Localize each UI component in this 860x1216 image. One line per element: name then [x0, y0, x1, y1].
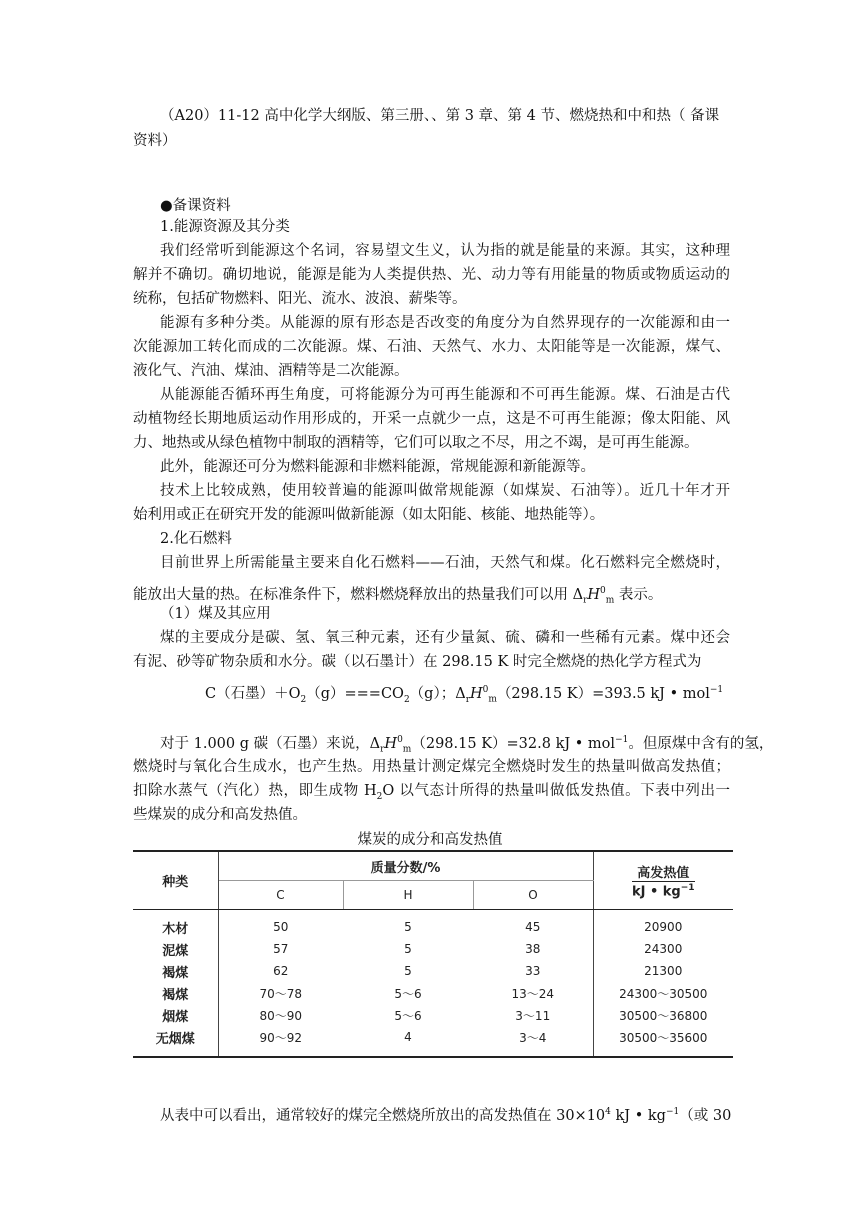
cell-heat: 30500～36800: [593, 1004, 733, 1026]
cell-heat: 21300: [593, 960, 733, 982]
cell-kind: 泥煤: [133, 938, 218, 960]
superscript: 0: [600, 586, 606, 596]
text-span: 对于 1.000 g 碳（石墨）来说，Δ: [160, 735, 381, 752]
table-row: [133, 1026, 733, 1057]
paragraph-line: 次能源加工转化而成的二次能源。煤、石油、天然气、水力、太阳能等是一次能源，煤气、: [133, 339, 730, 355]
superscript: −1: [709, 685, 724, 696]
cell-o: 38: [525, 942, 541, 956]
text-span: （298.15 K）=393.5 kJ • mol: [496, 686, 710, 702]
column-header-h: H: [343, 881, 473, 910]
superscript: 0: [397, 735, 403, 745]
cell-c: 50: [273, 920, 289, 934]
superscript: −1: [615, 735, 629, 745]
paragraph-line: 从能源能否循环再生角度，可将能源分为可再生能源和不可再生能源。煤、石油是古代: [160, 387, 730, 403]
cell-kind: 褐煤: [133, 982, 218, 1004]
paragraph-line: 我们经常听到能源这个名词，容易望文生义，认为指的就是能量的来源。其实，这种理: [160, 243, 730, 259]
paragraph-line: 力、地热或从绿色植物中制取的酒精等，它们可以取之不尽，用之不竭，是可再生能源。: [133, 435, 699, 451]
column-header-kind: 种类: [133, 851, 218, 910]
text-span: kJ • kg: [631, 884, 681, 900]
cell-kind: 无烟煤: [133, 1026, 218, 1057]
sup-sub-stack: [600, 581, 614, 611]
table-row: [133, 982, 733, 1004]
subscript: m: [402, 744, 412, 755]
superscript: 4: [605, 1107, 611, 1117]
subscript: m: [488, 694, 497, 705]
paragraph-line: 始利用或正在研究开发的能源叫做新能源（如太阳能、核能、地热能等）。: [133, 507, 605, 523]
column-header-mass-fraction: 质量分数/%: [218, 851, 593, 881]
column-header-heat-value: [593, 851, 733, 910]
paragraph-line: [160, 1102, 730, 1126]
doc-title-line-1: （A20）11-12 高中化学大纲版、第三册、、第 3 章、第 4 节、燃烧热和中和热（ 备课: [160, 108, 720, 124]
heat-header-label: 高发热值: [637, 865, 690, 881]
paragraph-line: 燃烧时与氧化合生成水，也产生热。用热量计测定煤完全燃烧时发生的热量叫做高发热值；: [133, 759, 730, 775]
text-span: 从表中可以看出，通常较好的煤完全燃烧所放出的高发热值在 30×10: [160, 1107, 606, 1124]
cell-heat: 24300～30500: [593, 982, 733, 1004]
table-row: [133, 938, 733, 960]
text-span: 表示。: [614, 586, 663, 603]
paragraph-line: 有泥、砂等矿物杂质和水分。碳（以石墨计）在 298.15 K 时完全燃烧的热化学方程式为: [133, 654, 702, 670]
paragraph-line: 解并不确切。确切地说，能源是能为人类提供热、光、动力等有用能量的物质或物质运动的: [133, 267, 730, 283]
paragraph-line: [160, 730, 773, 760]
superscript: −1: [665, 1107, 680, 1117]
paragraph-line: 技术上比较成熟，使用较普遍的能源叫做常规能源（如煤炭、石油等）。近几十年才开: [160, 483, 730, 499]
cell-h: 4: [404, 1030, 412, 1044]
table-row: [133, 1004, 733, 1026]
cell-c: 80～90: [259, 1008, 303, 1023]
text-span: （g）===CO: [306, 686, 404, 702]
cell-h: 5: [404, 964, 412, 978]
column-header-o: O: [473, 881, 593, 910]
superscript: 0: [482, 685, 489, 696]
cell-heat: 30500～35600: [593, 1026, 733, 1057]
cell-o: 45: [525, 920, 541, 934]
table-title: 煤炭的成分和高发热值: [357, 832, 503, 848]
table-row: [133, 910, 733, 939]
doc-title-line-2: 资料）: [133, 133, 177, 149]
thermochemical-equation: [205, 682, 723, 705]
cell-c: 70～78: [259, 986, 303, 1001]
cell-c: 62: [273, 964, 289, 978]
cell-h: 5: [404, 920, 412, 934]
heat-header-unit: [632, 881, 695, 899]
paragraph-line: 统称，包括矿物燃料、阳光、流水、波浪、薪柴等。: [133, 291, 467, 307]
superscript: −1: [680, 882, 695, 893]
cell-c: 57: [273, 942, 289, 956]
section-heading-1: 1.能源资源及其分类: [160, 219, 290, 235]
paragraph-line: 煤的主要成分是碳、氢、氧三种元素，还有少量氮、硫、磷和一些稀有元素。煤中还会: [160, 630, 730, 646]
subscript: m: [605, 595, 615, 606]
subscript: 2: [376, 791, 383, 802]
cell-o: 33: [525, 964, 541, 978]
text-span: C（石墨）＋O: [205, 686, 301, 702]
paragraph-line: 目前世界上所需能量主要来自化石燃料——石油，天然气和煤。化石燃料完全燃烧时，: [160, 555, 730, 571]
cell-heat: 24300: [593, 938, 733, 960]
cell-o: 3～4: [519, 1030, 547, 1045]
enthalpy-symbol: H: [384, 735, 398, 752]
cell-kind: 木材: [133, 910, 218, 939]
paragraph-line: [133, 781, 730, 807]
subscript: r: [465, 694, 470, 705]
cell-kind: 褐煤: [133, 960, 218, 982]
coal-composition-table: [133, 850, 733, 1058]
subscript: 2: [403, 694, 410, 705]
cell-h: 5: [404, 942, 412, 956]
enthalpy-symbol: H: [587, 586, 601, 603]
subscript: 2: [300, 694, 307, 705]
cell-o: 13～24: [511, 986, 555, 1001]
paragraph-line: 液化气、汽油、煤油、酒精等是二次能源。: [133, 363, 409, 379]
text-span: （或 30: [679, 1107, 732, 1124]
cell-h: 5～6: [394, 1008, 422, 1023]
paragraph-line: 此外，能源还可分为燃料能源和非燃料能源，常规能源和新能源等。: [160, 459, 595, 475]
section-heading-2: 2.化石燃料: [160, 531, 232, 547]
text-span: kJ • kg: [610, 1107, 666, 1124]
sup-sub-stack: [397, 730, 411, 760]
paragraph-line: 些煤炭的成分和高发热值。: [133, 807, 307, 823]
cell-h: 5～6: [394, 986, 422, 1001]
subscript: r: [380, 744, 385, 755]
text-span: 扣除水蒸气（汽化）热，即生成物 H: [133, 783, 377, 799]
sup-sub-stack: [483, 685, 497, 705]
cell-o: 3～11: [515, 1008, 551, 1023]
enthalpy-symbol: H: [470, 686, 483, 702]
text-span: 。但原煤中含有的氢，: [628, 735, 774, 752]
text-span: O 以气态计所得的热量叫做低发热值。下表中列出一: [382, 783, 730, 799]
subscript: r: [583, 595, 588, 606]
cell-kind: 烟煤: [133, 1004, 218, 1026]
section-heading-3: （1）煤及其应用: [160, 606, 271, 622]
text-span: （298.15 K）=32.8 kJ • mol: [411, 735, 616, 752]
text-span: （g）；Δ: [409, 686, 466, 702]
bullet-heading: ●备课资料: [160, 198, 231, 214]
cell-heat: 20900: [593, 910, 733, 939]
cell-c: 90～92: [259, 1030, 303, 1045]
table-row: [133, 960, 733, 982]
column-header-c: C: [218, 881, 343, 910]
paragraph-line: 动植物经长期地质运动作用形成的，开采一点就少一点，这是不可再生能源；像太阳能、风: [133, 411, 730, 427]
text-span: 能放出大量的热。在标准条件下，燃料燃烧释放出的热量我们可以用 Δ: [133, 586, 584, 603]
paragraph-line: 能源有多种分类。从能源的原有形态是否改变的角度分为自然界现存的一次能源和由一: [160, 315, 730, 331]
